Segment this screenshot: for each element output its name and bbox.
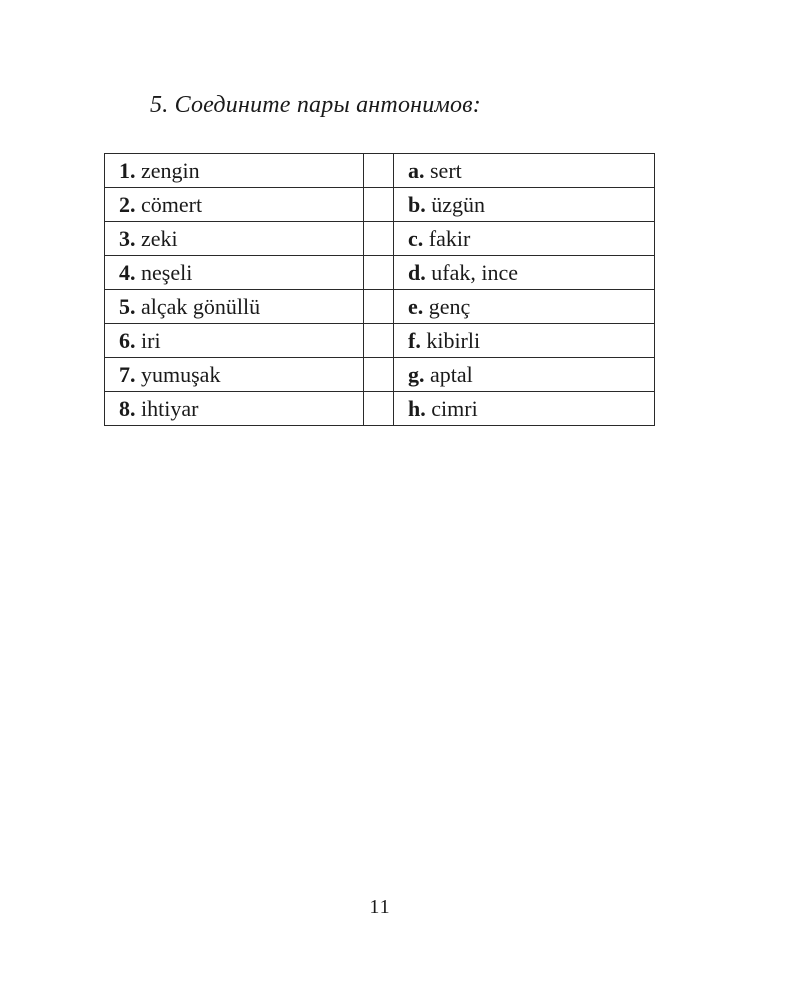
answer-gap-cell bbox=[364, 222, 394, 256]
answer-gap-cell bbox=[364, 188, 394, 222]
item-word: yumuşak bbox=[141, 361, 221, 387]
item-letter: c. bbox=[408, 225, 424, 251]
left-cell bbox=[105, 222, 364, 256]
item-letter: h. bbox=[408, 395, 426, 421]
left-cell bbox=[105, 358, 364, 392]
item-word: ihtiyar bbox=[141, 395, 199, 421]
answer-gap-cell bbox=[364, 392, 394, 426]
item-word: üzgün bbox=[431, 191, 486, 217]
right-cell bbox=[394, 188, 655, 222]
left-cell bbox=[105, 290, 364, 324]
answer-gap-cell bbox=[364, 324, 394, 358]
item-number: 5. bbox=[119, 293, 136, 319]
right-cell bbox=[394, 222, 655, 256]
left-cell bbox=[105, 154, 364, 188]
item-word: alçak gönüllü bbox=[141, 293, 261, 319]
antonym-table bbox=[104, 153, 655, 426]
item-letter: g. bbox=[408, 361, 425, 387]
table-row bbox=[105, 154, 655, 188]
item-word: cömert bbox=[141, 191, 203, 217]
item-letter: a. bbox=[408, 157, 425, 183]
page-number: 11 bbox=[369, 896, 391, 918]
item-word: iri bbox=[141, 327, 161, 353]
table-row bbox=[105, 222, 655, 256]
answer-gap-cell bbox=[364, 256, 394, 290]
item-number: 4. bbox=[119, 259, 136, 285]
table-row bbox=[105, 392, 655, 426]
item-word: neşeli bbox=[141, 259, 193, 285]
left-cell bbox=[105, 324, 364, 358]
table-row bbox=[105, 256, 655, 290]
item-letter: d. bbox=[408, 259, 426, 285]
left-cell bbox=[105, 188, 364, 222]
item-word: genç bbox=[428, 293, 471, 319]
answer-gap-cell bbox=[364, 154, 394, 188]
table-row bbox=[105, 324, 655, 358]
item-number: 2. bbox=[119, 191, 136, 217]
right-cell bbox=[394, 392, 655, 426]
left-cell bbox=[105, 392, 364, 426]
item-word: zeki bbox=[141, 225, 178, 251]
table-row bbox=[105, 290, 655, 324]
item-word: fakir bbox=[428, 225, 471, 251]
answer-gap-cell bbox=[364, 358, 394, 392]
item-word: cimri bbox=[431, 395, 478, 421]
item-number: 3. bbox=[119, 225, 136, 251]
item-number: 8. bbox=[119, 395, 136, 421]
right-cell bbox=[394, 324, 655, 358]
task-title: 5. Соедините пары антонимов: bbox=[150, 92, 481, 118]
left-cell bbox=[105, 256, 364, 290]
item-word: aptal bbox=[430, 361, 473, 387]
item-letter: e. bbox=[408, 293, 424, 319]
item-word: zengin bbox=[141, 157, 200, 183]
item-letter: f. bbox=[408, 327, 421, 353]
right-cell bbox=[394, 358, 655, 392]
item-letter: b. bbox=[408, 191, 426, 217]
right-cell bbox=[394, 154, 655, 188]
item-word: sert bbox=[430, 157, 462, 183]
item-number: 6. bbox=[119, 327, 136, 353]
right-cell bbox=[394, 290, 655, 324]
item-number: 1. bbox=[119, 157, 136, 183]
item-word: kibirli bbox=[426, 327, 481, 353]
item-number: 7. bbox=[119, 361, 136, 387]
table-row bbox=[105, 358, 655, 392]
right-cell bbox=[394, 256, 655, 290]
table-row bbox=[105, 188, 655, 222]
answer-gap-cell bbox=[364, 290, 394, 324]
item-word: ufak, ince bbox=[431, 259, 518, 285]
